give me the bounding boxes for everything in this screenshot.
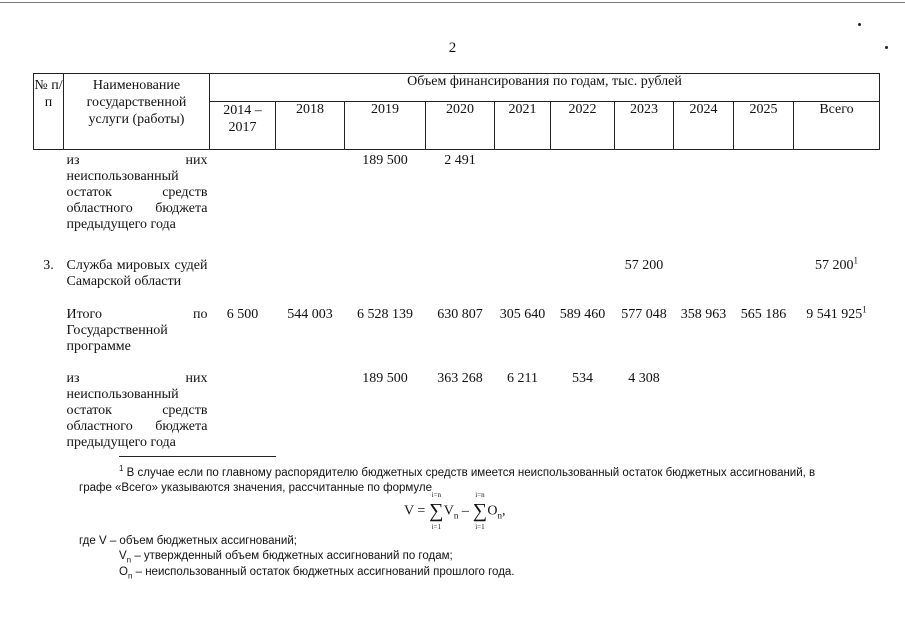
header-year: 2021 [495, 102, 551, 150]
cell-value: 358 963 [680, 307, 727, 322]
cell-value: 6 500 [226, 307, 259, 322]
scan-speck [858, 23, 861, 26]
cell-total [794, 255, 880, 307]
cell-value [551, 150, 615, 259]
header-year: 2019 [345, 102, 426, 150]
row-name: из них неиспользованный остаток средств областного бюджета предыдущего года [66, 371, 208, 450]
cell-value: 189 500 [362, 371, 408, 386]
cell-value [210, 150, 276, 259]
footnote-mark: 1 [119, 464, 124, 474]
row-name: Итого по Государственной программе [66, 307, 208, 354]
cell-value [426, 258, 495, 307]
cell-value [345, 258, 426, 307]
sum-symbol: ∑ i=n i=1 [472, 491, 488, 531]
formula-end: , [502, 503, 506, 519]
header-year: 2025 [734, 102, 794, 150]
row-number [34, 371, 64, 451]
row-number [34, 307, 64, 371]
footnote-ref: 1 [862, 304, 867, 315]
table-row [34, 258, 880, 307]
sum-lower-limit: i=1 [431, 523, 441, 531]
cell-total [794, 150, 880, 259]
cell-value: 534 [572, 371, 593, 386]
sum-lower-limit: i=1 [475, 523, 485, 531]
header-year: 2024 [674, 102, 734, 150]
cell-value [210, 258, 276, 307]
cell-total [794, 304, 880, 371]
cell-value: 4 308 [628, 371, 660, 386]
header-year: 2018 [276, 102, 345, 150]
cell-value [734, 371, 794, 451]
footnote-text: графе «Всего» указываются значения, рассчитанные по формуле [79, 482, 433, 494]
cell-value: 589 460 [559, 307, 606, 322]
financing-table [33, 73, 880, 451]
cell-value: 577 048 [621, 307, 667, 322]
sum-upper-limit: i=n [431, 491, 441, 499]
footnote-formula [404, 491, 506, 531]
footnote-text: В случае если по главному распорядителю бюджетных средств имеется неиспользованный остаток бюджетных ассигнований, в [126, 467, 816, 479]
formula-operator: – [458, 503, 473, 519]
header-year: 2014 – 2017 [210, 102, 276, 150]
cell-value: 630 807 [437, 307, 483, 322]
cell-value: 2 491 [444, 153, 476, 168]
sum-symbol: ∑ i=n i=1 [429, 491, 444, 531]
table-row [34, 371, 880, 451]
total-value: 57 200 [815, 258, 854, 273]
cell-value [276, 150, 345, 259]
row-name: Служба мировых судей Самарской области [66, 258, 208, 289]
definition-text: – неиспользованный остаток бюджетных ассигнований прошлого года. [132, 566, 515, 578]
page-number: 2 [448, 40, 457, 56]
definition-symbol: V [119, 550, 127, 562]
definition-subscript: n [126, 555, 132, 565]
header-col-name: Наименование государственной услуги (работы) [64, 74, 210, 150]
header-col-number: № п/п [34, 74, 64, 150]
definition-subscript: n [127, 571, 133, 581]
cell-value [276, 258, 345, 307]
formula-subscript: n [497, 510, 503, 521]
cell-value [210, 371, 276, 451]
cell-value [674, 150, 734, 259]
cell-value: 57 200 [624, 258, 664, 273]
formula-term: O [487, 503, 498, 519]
header-year: 2022 [551, 102, 615, 150]
cell-value [495, 258, 551, 307]
header-year: 2020 [426, 102, 495, 150]
cell-value: 565 186 [740, 307, 787, 322]
scan-top-edge [0, 2, 905, 3]
cell-value [551, 258, 615, 307]
cell-value: 189 500 [362, 153, 408, 168]
formula-term: V [443, 503, 454, 519]
cell-value: 305 640 [499, 307, 546, 322]
sum-upper-limit: i=n [475, 491, 485, 499]
cell-value: 6 528 139 [357, 307, 413, 322]
header-col-financing: Объем финансирования по годам, тыс. рублей [210, 74, 880, 102]
row-name: из них неиспользованный остаток средств областного бюджета предыдущего года [66, 153, 208, 232]
footnote-line [119, 466, 815, 481]
table-row [34, 150, 880, 259]
cell-value [734, 150, 794, 259]
cell-value: 363 268 [437, 371, 483, 386]
row-number: 3. [43, 258, 54, 273]
cell-value [495, 150, 551, 259]
header-year: 2023 [615, 102, 674, 150]
cell-value: 544 003 [287, 307, 333, 322]
row-number [34, 150, 64, 259]
total-value: 9 541 925 [806, 307, 863, 322]
footnote-ref: 1 [853, 255, 858, 266]
formula-subscript: n [453, 510, 459, 521]
cell-value: 6 211 [507, 371, 538, 386]
formula-lhs: V = [404, 503, 429, 519]
cell-value [734, 258, 794, 307]
definition-text: – утвержденный объем бюджетных ассигнований по годам; [131, 550, 453, 562]
cell-value [674, 258, 734, 307]
definition-line [119, 565, 515, 583]
footnote-separator [119, 456, 276, 457]
cell-value [276, 371, 345, 451]
cell-value [674, 371, 734, 451]
cell-total [794, 371, 880, 451]
definition-line: где V – объем бюджетных ассигнований; [79, 535, 297, 547]
cell-value [615, 150, 674, 259]
header-total: Всего [794, 102, 880, 150]
definition-symbol: O [119, 566, 128, 578]
table-row [34, 307, 880, 371]
